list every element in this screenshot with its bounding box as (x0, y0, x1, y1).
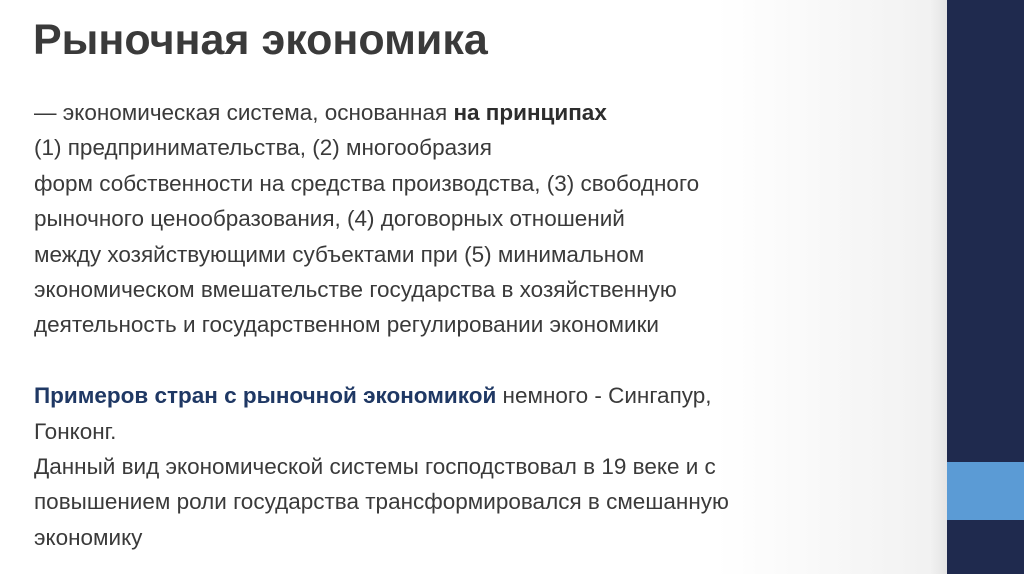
definition-line-6: экономическом вмешательстве государства в хозяйственную (34, 276, 677, 302)
sidebar-accent-block (947, 462, 1024, 520)
examples-line-5: экономику (34, 524, 143, 550)
sidebar-shadow (930, 0, 947, 574)
definition-line-3: форм собственности на средства производства, (3) свободного (34, 170, 700, 196)
examples-line-4: повышением роли государства трансформировался в смешанную (34, 489, 729, 515)
paragraph-gap (34, 343, 924, 378)
examples-rest: немного - Сингапур, (496, 383, 712, 409)
definition-line-5: между хозяйствующими субъектами при (5) минимальном (34, 241, 645, 267)
examples-line-1 (34, 378, 924, 413)
definition-line-7: деятельность и государственном регулировании экономики (34, 312, 659, 338)
slide-body (34, 95, 924, 555)
definition-bold-phrase: на принципах (453, 100, 607, 125)
definition-line-2: (1) предпринимательства, (2) многообразия (34, 135, 492, 161)
examples-highlight: Примеров стран с рыночной экономикой (34, 383, 497, 409)
definition-line-4: рыночного ценообразования, (4) договорных отношений (34, 206, 625, 232)
slide-title: Рыночная экономика (33, 16, 488, 64)
examples-line-3: Данный вид экономической системы господствовал в 19 веке и с (34, 453, 716, 479)
definition-prefix: — экономическая система, основанная (34, 100, 454, 125)
examples-line-2: Гонконг. (34, 418, 117, 444)
definition-line-1 (34, 95, 924, 130)
